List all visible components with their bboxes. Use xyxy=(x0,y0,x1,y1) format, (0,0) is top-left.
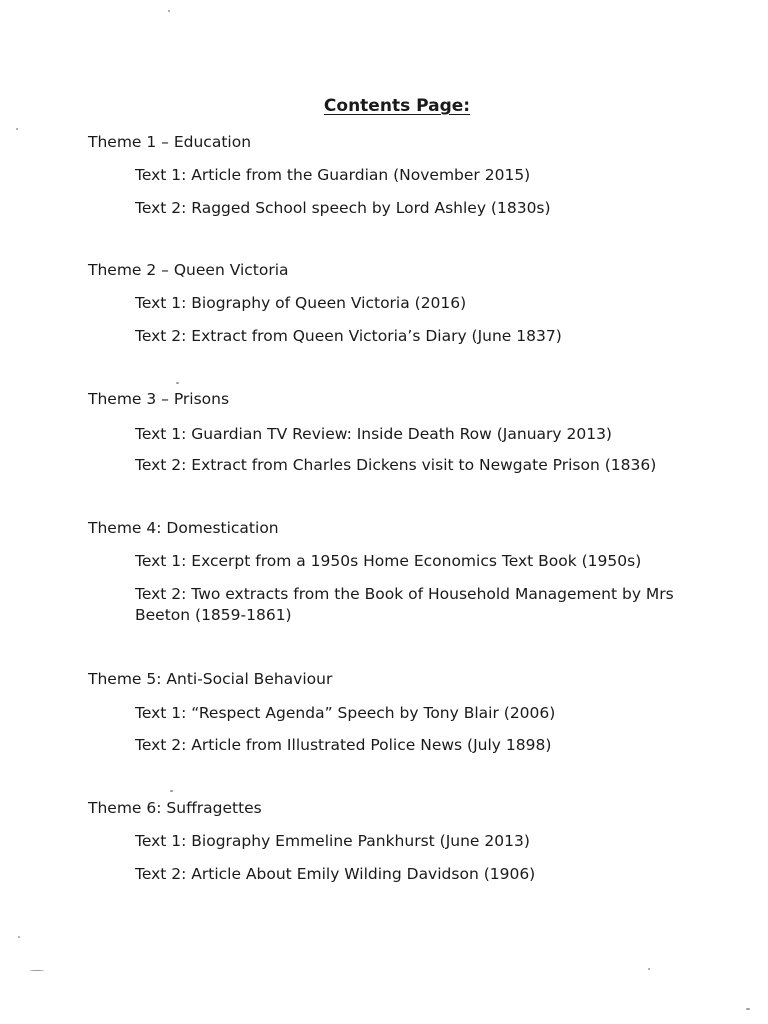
theme-heading-5: Theme 5: Anti-Social Behaviour xyxy=(88,670,333,688)
scan-speck xyxy=(168,10,170,12)
theme-heading-3: Theme 3 – Prisons xyxy=(88,390,230,408)
theme-4-text-1: Text 1: Excerpt from a 1950s Home Economics Text Book (1950s) xyxy=(135,552,642,570)
scan-speck xyxy=(16,128,18,130)
theme-heading-1: Theme 1 – Education xyxy=(88,133,252,151)
scan-speck xyxy=(176,382,179,384)
scan-speck xyxy=(30,970,44,971)
theme-1-text-2: Text 2: Ragged School speech by Lord Ashley (1830s) xyxy=(135,199,551,217)
scan-speck xyxy=(170,790,173,792)
page-title: Contents Page: xyxy=(323,96,471,116)
theme-4-text-2: Text 2: Two extracts from the Book of Household Management by Mrs Beeton (1859-1861) xyxy=(135,585,674,624)
theme-2-text-1: Text 1: Biography of Queen Victoria (2016) xyxy=(135,294,467,312)
scan-speck xyxy=(18,936,20,938)
theme-6-text-2: Text 2: Article About Emily Wilding Davidson (1906) xyxy=(135,865,536,883)
theme-3-text-1: Text 1: Guardian TV Review: Inside Death Row (January 2013) xyxy=(135,425,612,443)
theme-2-text-2: Text 2: Extract from Queen Victoria’s Diary (June 1837) xyxy=(135,327,562,345)
scan-speck xyxy=(648,968,650,970)
theme-1-text-1: Text 1: Article from the Guardian (November 2015) xyxy=(135,166,531,184)
theme-3-text-2: Text 2: Extract from Charles Dickens visit to Newgate Prison (1836) xyxy=(135,456,657,474)
theme-5-text-1: Text 1: “Respect Agenda” Speech by Tony Blair (2006) xyxy=(135,704,556,722)
theme-heading-6: Theme 6: Suffragettes xyxy=(88,799,262,817)
theme-6-text-1: Text 1: Biography Emmeline Pankhurst (June 2013) xyxy=(135,832,530,850)
theme-5-text-2: Text 2: Article from Illustrated Police News (July 1898) xyxy=(135,736,552,754)
scan-speck xyxy=(746,1008,750,1010)
theme-heading-2: Theme 2 – Queen Victoria xyxy=(88,261,289,279)
theme-heading-4: Theme 4: Domestication xyxy=(88,519,279,537)
